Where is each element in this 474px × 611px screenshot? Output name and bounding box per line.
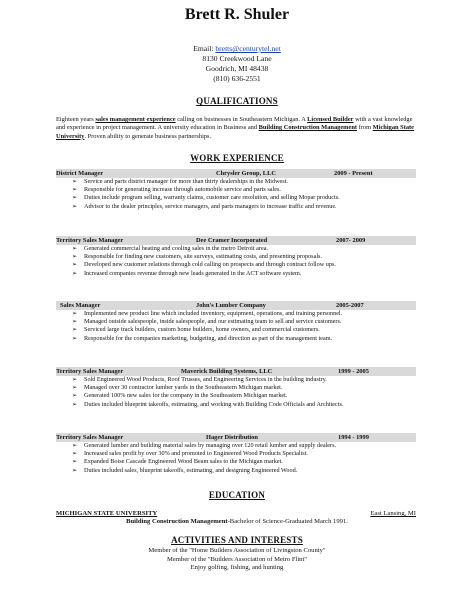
arrow-bullet-icon: ➢ [72, 195, 78, 202]
job-bullet: ➢ Generated lumber and building material sales by managing over 120 retail lumber and supply dealers. [72, 442, 337, 449]
job-header [56, 169, 416, 178]
arrow-bullet-icon: ➢ [72, 443, 78, 449]
email-line [0, 44, 474, 54]
job-bullet-list [72, 376, 412, 409]
arrow-bullet-icon: ➢ [72, 327, 78, 334]
resume-name: Brett R. Shuler [184, 6, 290, 23]
address-line-2: Goodrich, MI 48438 [205, 64, 269, 73]
arrow-bullet-icon: ➢ [72, 254, 78, 261]
arrow-bullet-icon: ➢ [72, 246, 78, 252]
job-dates: 1994 - 1999 [338, 434, 369, 441]
qual-text-1: Eighteen years [56, 116, 96, 123]
job-header [56, 301, 416, 310]
job-bullet: ➢ Duties included blueprint takeoffs, estimating, and working with Building Code Officials and Architects. [72, 400, 344, 408]
activities-list [0, 547, 474, 573]
job-header [56, 236, 416, 245]
job-title: Territory Sales Manager [56, 434, 124, 441]
activities-heading: ACTIVITIES AND INTERESTS [171, 535, 303, 545]
job-bullet: ➢ Serviced large track builders, custom home builders, home owners, and commercial customers. [72, 326, 320, 334]
job-bullet: ➢ Generated commercial heating and cooling sales in the metro Detroit area. [72, 245, 269, 252]
degree-details: -Bachelor of Science-Graduated March 1991. [227, 518, 348, 525]
qual-text-5: . Proven ability to generate business partnerships. [84, 132, 212, 140]
job-bullet: ➢ Managed over 30 contractor lumber yards in the Southeastern Michigan market. [72, 384, 283, 392]
arrow-bullet-icon: ➢ [72, 459, 78, 466]
arrow-bullet-icon: ➢ [72, 203, 78, 210]
job-dates: 1999 - 2005 [338, 368, 369, 375]
arrow-bullet-icon: ➢ [72, 467, 78, 474]
job-dates: 2009 - Present [334, 170, 373, 177]
qual-text-2: calling on businesses in Southeastern Michigan. A [175, 116, 308, 123]
education-school-line [56, 509, 416, 518]
qual-highlight-licensed-builder: Licensed Builder [307, 116, 354, 123]
job-company: John's Lumber Company [196, 302, 266, 309]
job-title: District Manager [56, 170, 104, 177]
arrow-bullet-icon: ➢ [72, 377, 78, 383]
degree-major: Building Construction Management [126, 518, 228, 525]
job-bullet: ➢ Responsible for the companies marketing, budgeting, and direction as part of the management team. [72, 334, 333, 342]
job-bullet: ➢ Increased sales profit by over 30% and promoted to Engineered Wood Products Specialist. [72, 450, 308, 458]
activity-item: Enjoy golfing, fishing, and hunting [190, 564, 284, 572]
job-bullet: ➢ Implemented new product line which included inventory, equipment, operations, and training personnel. [72, 310, 343, 317]
work-experience-heading: WORK EXPERIENCE [190, 153, 284, 163]
arrow-bullet-icon: ➢ [72, 179, 78, 185]
arrow-bullet-icon: ➢ [72, 393, 78, 400]
job-header [56, 367, 416, 376]
contact-block [0, 44, 474, 84]
qual-highlight-sales-management: sales management experience [95, 116, 176, 123]
arrow-bullet-icon: ➢ [72, 335, 78, 342]
job-bullet: ➢ Duties included sales, blueprint takeoffs, estimating, and designing Engineered Wood. [72, 466, 298, 474]
job-bullet: ➢ Managed outside salespeople, inside salespeople, and our estimating team to sell and service customers. [72, 318, 342, 326]
school-location: East Lansing, MI [370, 510, 416, 517]
job-bullet-list [72, 442, 412, 475]
job-title: Territory Sales Manager [56, 368, 124, 375]
job-bullet: ➢ Developed new customer relations through cold calling on prospects and through contract follow ups. [72, 261, 336, 269]
arrow-bullet-icon: ➢ [72, 187, 78, 194]
job-company: Dee Cramer Incorporated [196, 237, 268, 244]
job-dates: 2007- 2009 [336, 237, 366, 244]
job-bullet: ➢ Advisor to the dealer principles, service managers, and parts managers to increase traffic and revenue. [72, 202, 337, 210]
qualifications-paragraph [56, 116, 416, 141]
email-link[interactable]: bretts@centurytel.net [215, 44, 281, 53]
job-bullet-list [72, 245, 412, 278]
qual-highlight-msu: Michigan State University [56, 124, 415, 140]
job-company: Maverick Building Systems, LLC [181, 368, 273, 375]
job-bullet: ➢ Sold Engineered Wood Products, Roof Trusses, and Engineering Services in the building industry. [72, 376, 327, 383]
arrow-bullet-icon: ➢ [72, 451, 78, 458]
qualifications-heading: QUALIFICATIONS [196, 96, 278, 106]
arrow-bullet-icon: ➢ [72, 385, 78, 392]
arrow-bullet-icon: ➢ [72, 401, 78, 408]
job-bullet: ➢ Expanded Boise Cascade Engineered Wood Beam sales to the Michigan market. [72, 458, 283, 466]
job-bullet: ➢ Duties include program selling, warranty claims, customer care resolution, and selling Mopar products. [72, 194, 340, 202]
activity-item: Member of the "Builders Association of Metro Flint" [167, 555, 307, 563]
school-name: MICHIGAN STATE UNIVERSITY [56, 510, 158, 517]
arrow-bullet-icon: ➢ [72, 262, 78, 269]
arrow-bullet-icon: ➢ [72, 311, 78, 317]
job-dates: 2005-2007 [336, 302, 364, 309]
job-header [56, 433, 416, 442]
job-bullet-list [72, 310, 412, 343]
job-company: Chrysler Group, LLC [216, 170, 276, 177]
job-title: Sales Manager [60, 302, 101, 309]
job-bullet-list [72, 178, 412, 211]
job-company: Hager Distribution [206, 434, 258, 441]
qual-text-3: with a vast knowledge and experience in project management. A university education in Business and [56, 116, 413, 132]
arrow-bullet-icon: ➢ [72, 319, 78, 326]
qual-highlight-building-construction: Building Construction Management [258, 124, 358, 132]
phone-number: (810) 636-2551 [213, 74, 261, 83]
email-label: Email: [193, 44, 214, 53]
arrow-bullet-icon: ➢ [72, 270, 78, 277]
job-title: Territory Sales Manager [56, 237, 124, 244]
education-heading: EDUCATION [208, 490, 266, 500]
job-bullet: ➢ Service and parts district manager for more than thirty dealerships in the Midwest. [72, 178, 288, 185]
job-bullet: ➢ Responsible for finding new customers, site surveys, estimating costs, and presenting proposals. [72, 253, 323, 261]
degree-line [0, 518, 474, 525]
job-bullet: ➢ Increased companies revenue through new leads generated in the ACT software system. [72, 269, 302, 277]
activity-item: Member of the "Home Builders Association of Livingston County" [148, 547, 326, 554]
job-bullet: ➢ Generated 100% new sales for the company in the Southeastern Michigan market. [72, 392, 288, 400]
job-bullet: ➢ Responsible for generating increase through automobile service and parts sales. [72, 186, 281, 194]
qual-text-4: from [357, 124, 373, 132]
address-line-1: 8130 Creekwood Lane [202, 54, 272, 63]
